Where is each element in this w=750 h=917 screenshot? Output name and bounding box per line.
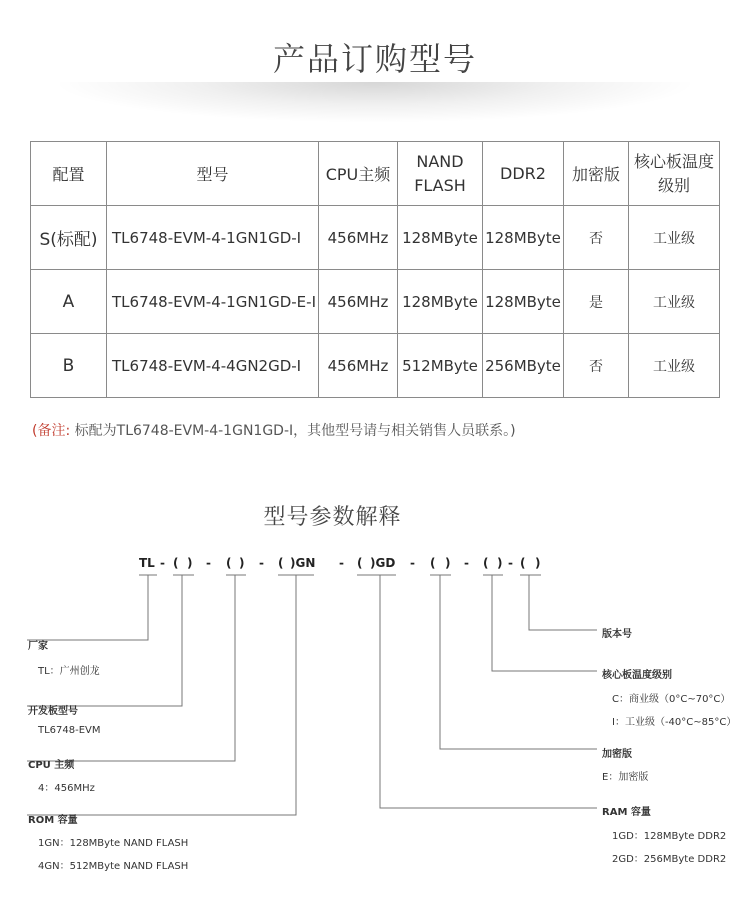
header-cell: 配置 xyxy=(31,142,107,206)
header-cell: NAND FLASH xyxy=(398,142,483,206)
table-cell: 256MByte xyxy=(483,334,564,398)
table-header-row xyxy=(31,142,720,206)
table-cell: 是 xyxy=(564,270,629,334)
connector-ram xyxy=(380,575,597,808)
connector-manufacturer xyxy=(27,575,148,640)
note-open-paren: ( xyxy=(32,423,38,439)
code-part: ( xyxy=(357,556,363,570)
table-cell: B xyxy=(31,334,107,398)
table-cell: TL6748-EVM-4-1GN1GD-I xyxy=(107,206,319,270)
code-part: ( xyxy=(430,556,436,570)
connector-version xyxy=(529,575,597,630)
ram-desc-1: 1GD：128MByte DDR2 xyxy=(612,831,727,842)
table-cell: 128MByte xyxy=(398,270,483,334)
connector-encrypt xyxy=(440,575,597,749)
code-part: )GD xyxy=(370,556,396,570)
cpu-freq-desc: 4：456MHz xyxy=(38,783,95,794)
board-model-desc: TL6748-EVM xyxy=(38,725,101,736)
order-table xyxy=(30,141,720,398)
encrypt-desc: E：加密版 xyxy=(602,772,649,783)
code-part: - xyxy=(464,556,469,570)
code-part: )GN xyxy=(290,556,316,570)
code-part: ) xyxy=(239,556,245,570)
code-part: - xyxy=(410,556,415,570)
table-cell: S(标配) xyxy=(31,206,107,270)
code-part: ) xyxy=(187,556,193,570)
header-cell: DDR2 xyxy=(483,142,564,206)
note-label: 备注: xyxy=(37,423,71,439)
table-cell: 128MByte xyxy=(483,206,564,270)
code-part: - xyxy=(259,556,264,570)
ram-title: RAM 容量 xyxy=(602,807,651,818)
code-part: ( xyxy=(173,556,179,570)
table-row xyxy=(31,206,720,270)
table-cell: 128MByte xyxy=(398,206,483,270)
table-cell: 工业级 xyxy=(629,270,720,334)
temp-level-desc-2: I：工业级（-40°C~85°C） xyxy=(612,717,737,728)
version-title: 版本号 xyxy=(602,629,632,640)
manufacturer-desc: TL：广州创龙 xyxy=(38,666,100,677)
page-title: 产品订购型号 xyxy=(272,40,477,78)
table-cell: 456MHz xyxy=(319,270,398,334)
table-cell: 456MHz xyxy=(319,334,398,398)
code-part: ) xyxy=(497,556,503,570)
table-cell: TL6748-EVM-4-4GN2GD-I xyxy=(107,334,319,398)
board-model-title: 开发板型号 xyxy=(28,706,78,717)
code-part: - xyxy=(160,556,165,570)
table-row xyxy=(31,270,720,334)
header-cell: 型号 xyxy=(107,142,319,206)
code-part: ( xyxy=(483,556,489,570)
section-title: 型号参数解释 xyxy=(263,505,402,530)
code-part: - xyxy=(339,556,344,570)
header-cell: 核心板温度级别 xyxy=(629,142,720,206)
code-part: ( xyxy=(278,556,284,570)
code-part: ( xyxy=(520,556,526,570)
code-part: ) xyxy=(445,556,451,570)
title-shadow-decoration xyxy=(60,82,690,122)
table-cell: TL6748-EVM-4-1GN1GD-E-I xyxy=(107,270,319,334)
table-cell: 工业级 xyxy=(629,334,720,398)
rom-desc-1: 1GN：128MByte NAND FLASH xyxy=(38,838,189,849)
note-text: 标配为TL6748-EVM-4-1GN1GD-I，其他型号请与相关销售人员联系。) xyxy=(70,423,516,439)
manufacturer-title: 厂家 xyxy=(28,641,48,652)
code-part: ( xyxy=(226,556,232,570)
table-cell: 工业级 xyxy=(629,206,720,270)
ram-desc-2: 2GD：256MByte DDR2 xyxy=(612,854,727,865)
code-part: - xyxy=(508,556,513,570)
temp-level-desc-1: C：商业级（0°C~70°C） xyxy=(612,694,731,705)
cpu-freq-title: CPU 主频 xyxy=(28,760,75,771)
table-cell: A xyxy=(31,270,107,334)
header-cell: 加密版 xyxy=(564,142,629,206)
table-cell: 456MHz xyxy=(319,206,398,270)
encrypt-title: 加密版 xyxy=(602,749,632,760)
table-note xyxy=(32,420,516,440)
code-part: ) xyxy=(535,556,541,570)
table-cell: 否 xyxy=(564,206,629,270)
table-row xyxy=(31,334,720,398)
connector-temp xyxy=(492,575,597,671)
code-part: - xyxy=(206,556,211,570)
temp-level-title: 核心板温度级别 xyxy=(602,670,672,681)
header-cell: CPU主频 xyxy=(319,142,398,206)
table-cell: 128MByte xyxy=(483,270,564,334)
code-part: TL xyxy=(139,556,155,570)
table-cell: 512MByte xyxy=(398,334,483,398)
table-cell: 否 xyxy=(564,334,629,398)
rom-title: ROM 容量 xyxy=(28,815,78,826)
rom-desc-2: 4GN：512MByte NAND FLASH xyxy=(38,861,189,872)
